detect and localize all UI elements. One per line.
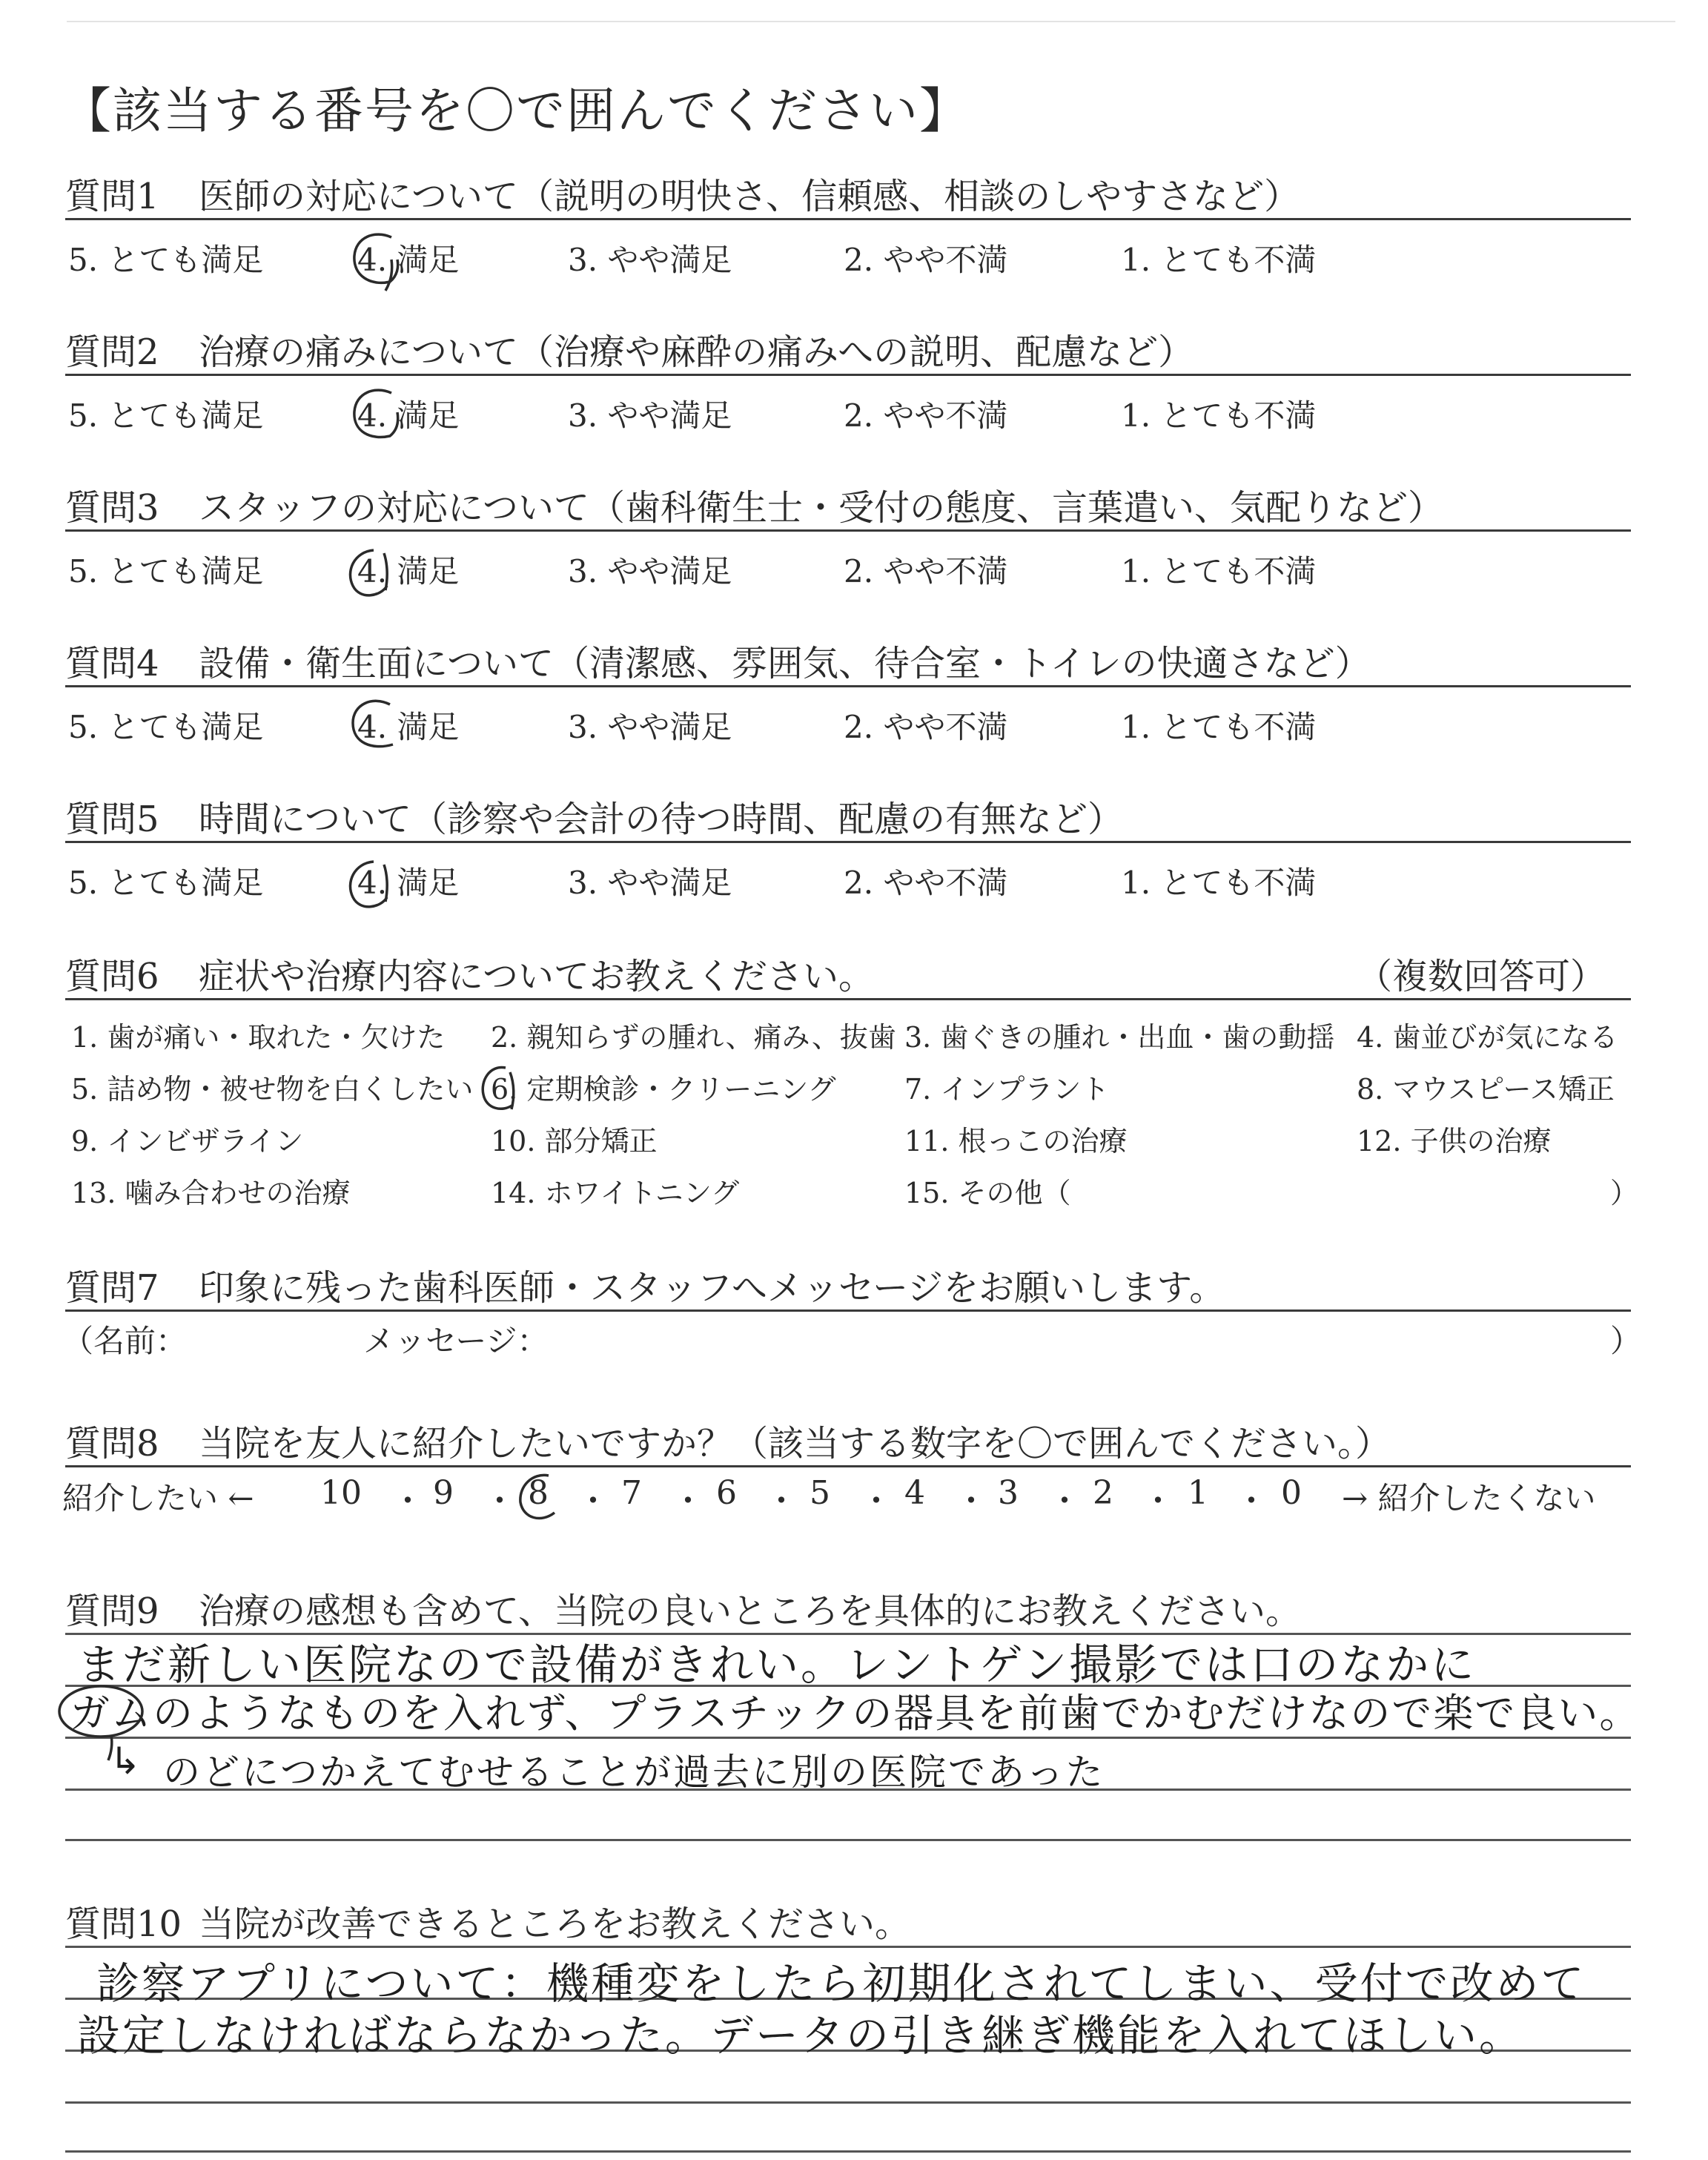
symptom-option-15[interactable]: 15. その他（ (904, 1177, 1071, 1209)
question-text: 症状や治療内容についてお教えください。 (199, 956, 875, 997)
scale-separator: ・ (1048, 1482, 1081, 1520)
question-text: 当院を友人に紹介したいですか？（該当する数字を〇で囲んでください。） (199, 1423, 1391, 1464)
scale-4[interactable]: 4 (904, 1474, 925, 1512)
symptom-option-4[interactable]: 4. 歯並びが気になる (1357, 1021, 1618, 1054)
question-text: 当院が改善できるところをお教えください。 (199, 1903, 911, 1945)
option-2[interactable]: 2. やや不満 (844, 709, 1008, 745)
multiple-answer-note: （複数回答可） (1357, 956, 1606, 997)
scale-separator: ・ (391, 1482, 424, 1520)
symptom-option-6[interactable]: 6. 定期検診・クリーニング (491, 1073, 836, 1106)
option-4[interactable]: 4. 満足 (357, 709, 460, 745)
option-5[interactable]: 5. とても満足 (68, 865, 264, 901)
option-2[interactable]: 2. やや不満 (844, 553, 1008, 589)
scale-5[interactable]: 5 (810, 1474, 830, 1512)
option-4[interactable]: 4. 満足 (357, 865, 460, 901)
scale-9[interactable]: 9 (433, 1474, 454, 1512)
option-3[interactable]: 3. やや満足 (568, 553, 732, 589)
divider (65, 218, 1631, 220)
scale-separator: ・ (672, 1482, 704, 1520)
option-4[interactable]: 4. 満足 (357, 242, 460, 278)
option-1[interactable]: 1. とても不満 (1121, 397, 1317, 434)
scale-separator: ・ (1142, 1482, 1174, 1520)
answer-line-1[interactable]: 診察アプリについて：機種変をしたら初期化されてしまい、受付で改めて (96, 1958, 1586, 2009)
answer-line-2[interactable]: 設定しなければならなかった。データの引き継ぎ機能を入れてほしい。 (77, 2010, 1525, 2061)
scale-3[interactable]: 3 (998, 1474, 1019, 1512)
top-scan-edge (67, 21, 1675, 22)
answer-line-3[interactable]: のどにつかえてむせることが過去に別の医院であった (163, 1751, 1105, 1794)
symptom-option-5[interactable]: 5. 詰め物・被せ物を白くしたい (71, 1073, 474, 1106)
writing-line (65, 2150, 1631, 2153)
not-recommend-label: → 紹介したくない (1342, 1480, 1596, 1516)
scale-0[interactable]: 0 (1281, 1474, 1302, 1512)
question-text: 医師の対応について（説明の明快さ、信頼感、相談のしやすさなど） (199, 176, 1300, 217)
recommend-label: 紹介したい ← (62, 1480, 254, 1516)
scale-separator: ・ (860, 1482, 893, 1520)
answer-line-1[interactable]: まだ新しい医院なので設備がきれい。レントゲン撮影では口のなかに (77, 1639, 1477, 1690)
question-label: 質問10 (65, 1903, 182, 1945)
question-label: 質問5 (65, 799, 159, 840)
scale-1[interactable]: 1 (1188, 1474, 1208, 1512)
scale-separator: ・ (765, 1482, 798, 1520)
name-field-label[interactable]: （名前： (62, 1323, 188, 1359)
option-5[interactable]: 5. とても満足 (68, 242, 264, 278)
question-text: 時間について（診察や会計の待つ時間、配慮の有無など） (199, 799, 1124, 840)
divider (65, 529, 1631, 532)
scale-8[interactable]: 8 (528, 1474, 549, 1512)
option-4[interactable]: 4. 満足 (357, 553, 460, 589)
divider (65, 1465, 1631, 1467)
symptom-option-11[interactable]: 11. 根っこの治療 (904, 1125, 1128, 1157)
option-1[interactable]: 1. とても不満 (1121, 865, 1317, 901)
option-2[interactable]: 2. やや不満 (844, 397, 1008, 434)
scale-2[interactable]: 2 (1093, 1474, 1113, 1512)
symptom-option-3[interactable]: 3. 歯ぐきの腫れ・出血・歯の動揺 (904, 1021, 1335, 1054)
scale-separator: ・ (483, 1482, 516, 1520)
scale-6[interactable]: 6 (716, 1474, 737, 1512)
option-5[interactable]: 5. とても満足 (68, 709, 264, 745)
answer-line-2[interactable]: ガムのようなものを入れず、プラスチックの器具を前歯でかむだけなので楽で良い。 (70, 1690, 1641, 1737)
option-2[interactable]: 2. やや不満 (844, 865, 1008, 901)
option-3[interactable]: 3. やや満足 (568, 709, 732, 745)
divider (65, 374, 1631, 376)
option-5[interactable]: 5. とても満足 (68, 397, 264, 434)
question-label: 質問7 (65, 1267, 159, 1309)
question-text: 治療の感想も含めて、当院の良いところを具体的にお教えください。 (199, 1591, 1302, 1632)
symptom-option-7[interactable]: 7. インプラント (904, 1073, 1110, 1106)
answer-arrow: ↳ (110, 1740, 143, 1783)
divider (65, 998, 1631, 1000)
symptom-option-9[interactable]: 9. インビザライン (71, 1125, 304, 1157)
instruction-title: 【該当する番号を〇で囲んでください】 (62, 82, 970, 139)
symptom-option-8[interactable]: 8. マウスピース矯正 (1357, 1073, 1615, 1106)
divider (65, 1309, 1631, 1312)
option-5[interactable]: 5. とても満足 (68, 553, 264, 589)
close-paren: ） (1610, 1323, 1642, 1359)
option-1[interactable]: 1. とても不満 (1121, 709, 1317, 745)
question-text: 設備・衛生面について（清潔感、雰囲気、待合室・トイレの快適さなど） (199, 643, 1371, 684)
question-label: 質問8 (65, 1423, 159, 1464)
symptom-option-12[interactable]: 12. 子供の治療 (1357, 1125, 1552, 1157)
symptom-option-1[interactable]: 1. 歯が痛い・取れた・欠けた (71, 1021, 446, 1054)
symptom-option-2[interactable]: 2. 親知らずの腫れ、痛み、抜歯 (491, 1021, 896, 1054)
symptom-option-14[interactable]: 14. ホワイトニング (491, 1177, 740, 1209)
question-text: 印象に残った歯科医師・スタッフへメッセージをお願いします。 (199, 1267, 1225, 1309)
option-1[interactable]: 1. とても不満 (1121, 242, 1317, 278)
option-3[interactable]: 3. やや満足 (568, 242, 732, 278)
question-text: 治療の痛みについて（治療や麻酔の痛みへの説明、配慮など） (199, 331, 1194, 373)
question-label: 質問9 (65, 1591, 159, 1632)
writing-line (65, 1839, 1631, 1841)
message-field-label[interactable]: メッセージ： (363, 1323, 549, 1359)
option-3[interactable]: 3. やや満足 (568, 397, 732, 434)
other-close-paren: ） (1610, 1177, 1639, 1209)
symptom-option-13[interactable]: 13. 噛み合わせの治療 (71, 1177, 351, 1209)
scale-separator: ・ (955, 1482, 987, 1520)
question-text: スタッフの対応について（歯科衛生士・受付の態度、言葉遣い、気配りなど） (199, 487, 1444, 529)
scale-separator: ・ (577, 1482, 609, 1520)
question-label: 質問4 (65, 643, 159, 684)
divider (65, 685, 1631, 687)
option-3[interactable]: 3. やや満足 (568, 865, 732, 901)
question-label: 質問6 (65, 956, 159, 997)
writing-line (65, 1946, 1631, 1948)
question-label: 質問3 (65, 487, 159, 529)
option-1[interactable]: 1. とても不満 (1121, 553, 1317, 589)
scale-separator: ・ (1235, 1482, 1268, 1520)
option-2[interactable]: 2. やや不満 (844, 242, 1008, 278)
divider (65, 841, 1631, 843)
question-label: 質問1 (65, 176, 159, 217)
question-label: 質問2 (65, 331, 159, 373)
writing-line (65, 2101, 1631, 2104)
scale-10[interactable]: 10 (320, 1474, 362, 1512)
symptom-option-10[interactable]: 10. 部分矯正 (491, 1125, 658, 1157)
scale-7[interactable]: 7 (621, 1474, 642, 1512)
option-4[interactable]: 4. 満足 (357, 397, 460, 434)
